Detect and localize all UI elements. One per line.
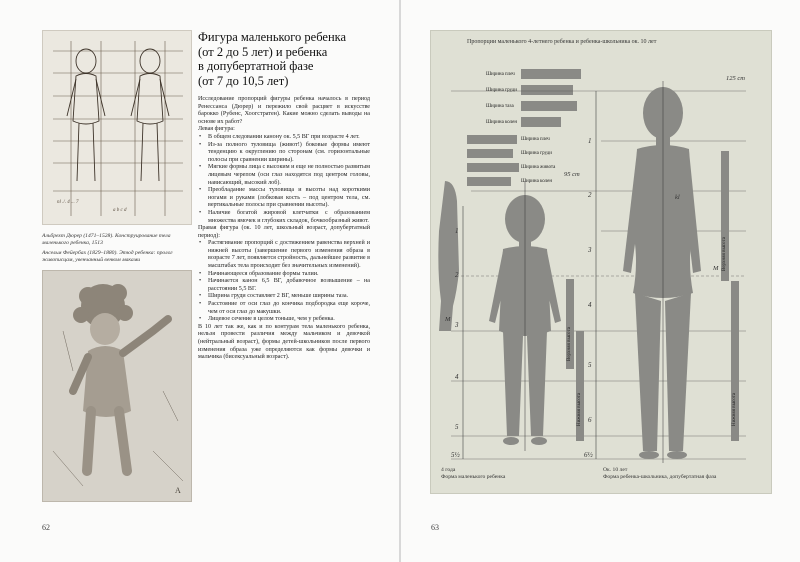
list-item: • Начинающееся образование формы талии. (198, 271, 370, 279)
bar-label-school-pelvis: Ширина таза (486, 104, 514, 109)
right-figure-heading: Правая фигура (ок. 10 лет, школьный возраст, допубертатный период): (198, 225, 370, 239)
vbar-label-school-upper: Верхняя высота (722, 237, 727, 271)
scale-left-1: 1 (455, 227, 459, 235)
vbar-label-child-lower: Нижняя высота (577, 392, 582, 426)
svg-text:a b c d: a b c d (113, 208, 127, 213)
svg-text:A: A (175, 486, 181, 495)
title-line: (от 2 до 5 лет) и ребенка (198, 44, 328, 59)
guide-lines (451, 91, 746, 459)
vbar-label-school-lower: Нижняя высота (732, 392, 737, 426)
caption-school-child-age: Ок. 10 лет (603, 467, 628, 473)
bar-label-school-knees: Ширина колен (486, 120, 518, 125)
list-item: • Ширина груди составляет 2 ВГ, меньше ширины таза. (198, 293, 370, 301)
list-item: • Из-за полного туловища (живот!) боковые формы имеют тенденцию к округлению по сторонам (см. горизонтальные полосы при сравнении ширины). (198, 142, 370, 165)
title-line: в допубертатной фазе (198, 59, 314, 73)
plate-title: Пропорции маленького 4-летнего ребенка и ребенка-школьника ок. 10 лет (467, 39, 657, 45)
scale-right-6: 6 (588, 416, 592, 424)
caption-small-child-form: Форма маленького ребенка (441, 474, 506, 480)
school-width-bars (521, 69, 581, 127)
left-page (0, 0, 399, 562)
scale-right-5: 5 (588, 361, 592, 369)
scale-right-6-half: 6½ (584, 451, 593, 459)
left-figure-list (198, 134, 370, 225)
child-width-bars (467, 135, 519, 186)
right-figure-list (198, 240, 370, 324)
marker-kl: kl (675, 194, 680, 201)
bar-label-child-chest: Ширина груди (521, 151, 552, 156)
intro-paragraph: Исследование пропорций фигуры ребенка началось в период Ренессанса (Дюрер) и пережило свой расцвет в искусстве барокко (Рубенс, Хоогстратен). Какие можно сделать выводы на основе их работ? (198, 96, 370, 125)
scale-left-4: 4 (455, 373, 459, 381)
closing-paragraph: В 10 лет так же, как и по контурам тела маленького ребенка, нельзя провести различия между мальчиком и девочкой (нейтральный возраст), формы детей-школьников после первого изменения образа уже определяются как формы девочки и мальчика (бисексуальный возраст). (198, 323, 370, 361)
article-title (198, 30, 370, 88)
caption-small-child (441, 467, 505, 481)
feuerbach-child-study-image (42, 270, 192, 502)
scale-right-2: 2 (588, 191, 592, 199)
title-line: Фигура маленького ребенка (198, 30, 347, 44)
marker-m-left: M (445, 316, 451, 323)
scale-left-5-half: 5½ (451, 451, 460, 459)
caption-school-child-form: Форма ребенка-школьника, допубертатная фаза (603, 474, 717, 480)
scale-right-1: 1 (588, 137, 592, 145)
caption-small-child-age: 4 года (441, 467, 456, 473)
bar-label-child-knees: Ширина колен (521, 179, 553, 184)
article (198, 30, 370, 362)
list-item: • Наличие богатой жировой клетчатки с образованием множества ямочек и глубоких складок, бочкообразный живот. (198, 210, 370, 225)
page-number-left: 62 (42, 523, 50, 532)
bar-label-school-shoulders: Ширина плеч (486, 72, 515, 77)
height-95-label: 95 cm (564, 171, 580, 178)
caption-school-child (603, 467, 716, 481)
list-item: • Начинается канон 6,5 ВГ, добавочное возвышение – на расстоянии 5,5 ВГ. (198, 278, 370, 293)
bar-label-child-shoulders: Ширина плеч (521, 137, 550, 142)
scale-right-3: 3 (588, 246, 592, 254)
child-study-drawing (43, 271, 192, 502)
page-number-right: 63 (431, 523, 439, 532)
list-item: • Расстояние от оси глаз до кончика подбородка еще короче, чем от оси глаз до макушки. (198, 301, 370, 316)
scale-left-3: 3 (455, 321, 459, 329)
scale-left-5: 5 (455, 423, 459, 431)
durer-sketch-image (42, 30, 192, 225)
list-item: • В общем следовании канону ок. 5,5 ВГ при возрасте 4 лет. (198, 134, 370, 142)
caption-durer: Альбрехт Дюрер (1471–1528). Конструирование тела маленького ребенка, 1513 (42, 233, 171, 246)
list-item: • Растягивание пропорций с достижением равенства верхней и нижней высоты (завершение первого изменения образа в возрасте 7 лет, появляется стройность, дальнейшее развитие в масштабах тела происходит без значительных изменений). (198, 240, 370, 270)
marker-m-right: M (713, 265, 719, 272)
bar-label-child-belly: Ширина живота (521, 165, 556, 170)
left-figure-heading: Левая фигура: (198, 126, 235, 133)
leg-detail-figure (438, 181, 459, 331)
article-body (198, 96, 370, 362)
scale-left-2: 2 (455, 271, 459, 279)
height-125-label: 125 cm (726, 75, 745, 82)
caption-feuerbach: Ансельм Фейербах (1829–1880). Этюд ребенка: пролог живописцам, увенчанный венком маками (42, 250, 173, 263)
title-line: (от 7 до 10,5 лет) (198, 73, 289, 88)
bar-label-school-chest: Ширина груди (486, 88, 517, 93)
list-item: • Мягкие формы лица с высоким и еще не полностью развитым лицевым черепом (оси глаз находятся под центром головы, нависающий, высокий лоб). (198, 164, 370, 187)
school-child-figure (623, 87, 701, 459)
proportion-plate (430, 30, 772, 494)
vbar-label-child-upper: Верхняя высота (567, 327, 572, 361)
svg-text:nl ./. 4 ... 7: nl ./. 4 ... 7 (57, 200, 79, 205)
list-item: • Лицевое сечение в целом тоньше, чем у ребенка. (198, 316, 370, 324)
list-item: • Преобладание массы туловища и высоты над короткими ногами и руками (лобковая кость – под центром тела, см. вертикальные полосы при сравнении высоты). (198, 187, 370, 210)
durer-sketch-drawing (43, 31, 192, 225)
scale-right-4: 4 (588, 301, 592, 309)
